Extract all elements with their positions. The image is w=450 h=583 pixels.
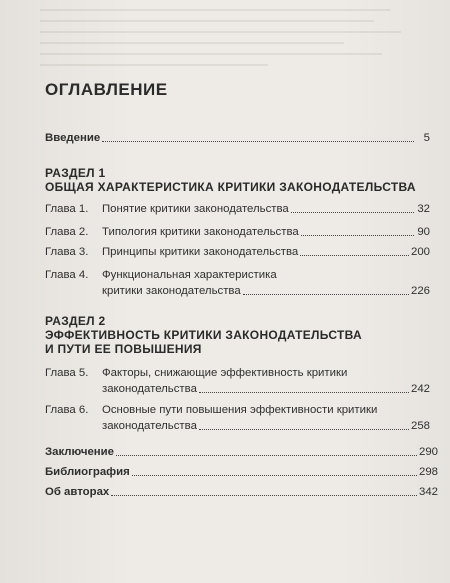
chapter-number: Глава 1.	[45, 203, 89, 215]
toc-entry-chapter-3[interactable]	[45, 246, 430, 259]
chapter-title: Понятие критики законодательства	[102, 203, 289, 215]
entry-label: Библиография	[45, 466, 130, 478]
page-number: 242	[410, 383, 430, 395]
bleed-through-text	[40, 0, 420, 120]
toc-entry-chapter-4[interactable]	[45, 269, 430, 298]
chapter-number: Глава 5.	[45, 367, 89, 379]
page-number: 258	[410, 420, 430, 432]
dot-leader	[301, 234, 414, 236]
dot-leader	[243, 293, 409, 295]
chapter-title-line-1: Факторы, снижающие эффективность критики	[102, 367, 348, 379]
page-number: 298	[418, 466, 438, 478]
page-number: 200	[410, 246, 430, 258]
dot-leader	[199, 428, 409, 430]
section-2-title-line-1: ЭФФЕКТИВНОСТЬ КРИТИКИ ЗАКОНОДАТЕЛЬСТВА	[45, 328, 363, 342]
toc-entry-chapter-2[interactable]	[45, 226, 430, 239]
chapter-title: Принципы критики законодательства	[102, 246, 299, 258]
chapter-number: Глава 2.	[45, 226, 89, 238]
page-number: 5	[423, 132, 430, 144]
section-2-label: РАЗДЕЛ 2	[45, 314, 106, 328]
chapter-number: Глава 4.	[45, 269, 89, 281]
chapter-number: Глава 6.	[45, 404, 89, 416]
dot-leader	[132, 474, 417, 476]
page-number: 290	[418, 446, 438, 458]
dot-leader	[111, 494, 417, 496]
page-number: 90	[417, 226, 430, 238]
dot-leader	[102, 140, 414, 142]
chapter-title-line-1: Функциональная характеристика	[102, 269, 277, 281]
toc-entry-chapter-6[interactable]	[45, 404, 430, 433]
section-1-title: ОБЩАЯ ХАРАКТЕРИСТИКА КРИТИКИ ЗАКОНОДАТЕЛЬСТВА	[45, 180, 416, 194]
chapter-title-line-1: Основные пути повышения эффективности критики	[102, 404, 378, 416]
page-number: 226	[410, 285, 430, 297]
chapter-number: Глава 3.	[45, 246, 89, 258]
toc-entry-conclusion[interactable]	[45, 446, 438, 459]
page-number: 342	[418, 486, 438, 498]
toc-entry-chapter-1[interactable]	[45, 203, 430, 216]
dot-leader	[300, 254, 409, 256]
entry-label: Заключение	[45, 446, 115, 458]
chapter-title-line-2: законодательства	[102, 420, 197, 432]
dot-leader	[199, 391, 409, 393]
chapter-title-line-2: критики законодательства	[102, 285, 241, 297]
section-1-label: РАЗДЕЛ 1	[45, 166, 106, 180]
toc-title: ОГЛАВЛЕНИЕ	[45, 80, 168, 99]
dot-leader	[116, 454, 417, 456]
toc-entry-about-authors[interactable]	[45, 486, 438, 499]
toc-entry-chapter-5[interactable]	[45, 367, 430, 396]
toc-entry-bibliography[interactable]	[45, 466, 438, 479]
page-number: 32	[417, 203, 430, 215]
entry-label: Об авторах	[45, 486, 110, 498]
chapter-title: Типология критики законодательства	[102, 226, 299, 238]
section-2-title-line-2: И ПУТИ ЕЕ ПОВЫШЕНИЯ	[45, 342, 202, 356]
chapter-title-line-2: законодательства	[102, 383, 197, 395]
dot-leader	[291, 211, 414, 213]
toc-entry-intro[interactable]	[45, 132, 430, 145]
entry-label: Введение	[45, 132, 101, 144]
